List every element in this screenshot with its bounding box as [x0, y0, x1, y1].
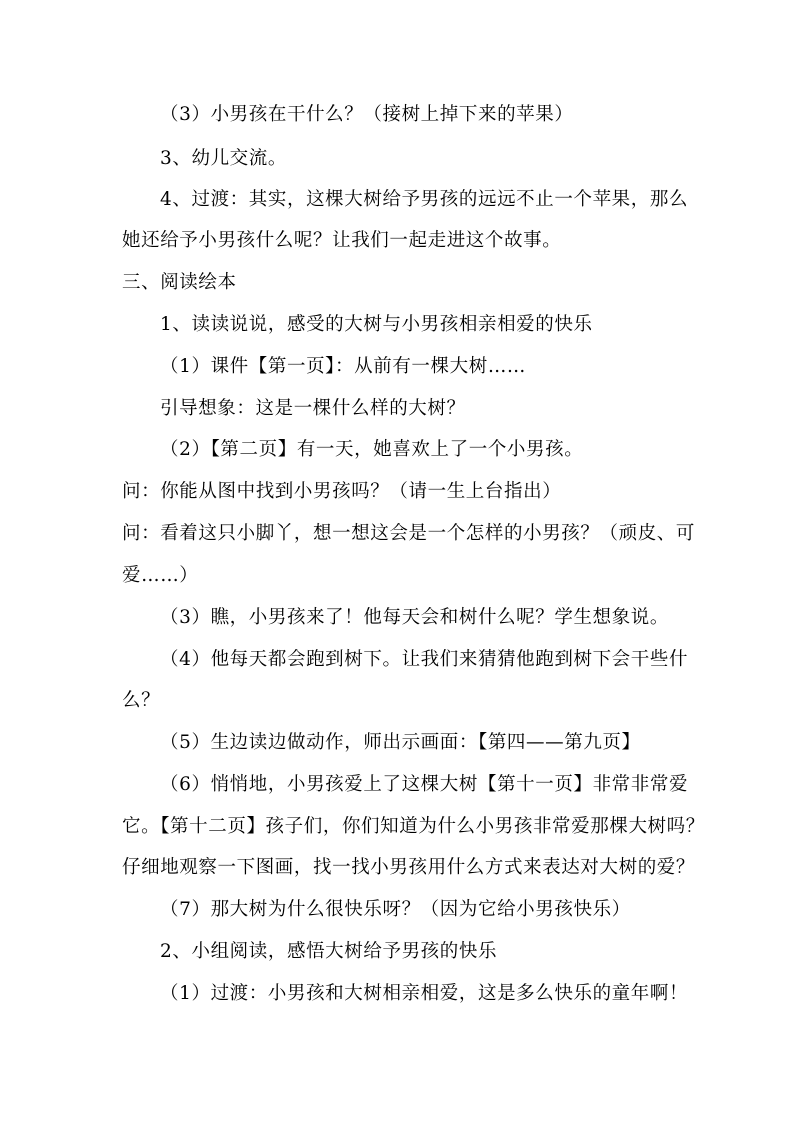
paragraph-line: （2）【第二页】有一天，她喜欢上了一个小男孩。 — [160, 439, 584, 460]
paragraph-line: 问：看着这只小脚丫，想一想这会是一个怎样的小男孩？（顽皮、可 — [122, 523, 696, 544]
paragraph-line: （4）他每天都会跑到树下。让我们来猜猜他跑到树下会干些什 — [160, 649, 689, 670]
paragraph-line: （1）课件【第一页】：从前有一棵大树…… — [160, 356, 527, 377]
paragraph-line: （5）生边读边做动作，师出示画面：【第四——第九页】 — [160, 732, 641, 753]
paragraph-line: 它。【第十二页】孩子们，你们知道为什么小男孩非常爱那棵大树吗？ — [122, 816, 705, 837]
paragraph-line: （6）悄悄地，小男孩爱上了这棵大树【第十一页】非常非常爱 — [160, 774, 689, 795]
paragraph-line: 仔细地观察一下图画，找一找小男孩用什么方式来表达对大树的爱？ — [122, 857, 696, 878]
paragraph-line: （3）小男孩在干什么？（接树上掉下来的苹果） — [160, 104, 574, 125]
paragraph-line: 引导想象：这是一棵什么样的大树？ — [160, 398, 466, 419]
paragraph-line: 她还给予小男孩什么呢？让我们一起走进这个故事。 — [122, 230, 562, 251]
subsection-heading: 1、读读说说，感受的大树与小男孩相亲相爱的快乐 — [160, 314, 593, 335]
section-heading: 三、阅读绘本 — [122, 272, 237, 293]
paragraph-line: （3）瞧，小男孩来了！他每天会和树什么呢？学生想象说。 — [160, 607, 669, 628]
paragraph-line: 么？ — [122, 690, 161, 711]
subsection-heading: 2、小组阅读，感悟大树给予男孩的快乐 — [160, 941, 498, 962]
paragraph-line: 问：你能从图中找到小男孩吗？（请一生上台指出） — [122, 481, 562, 502]
paragraph-line: 爱……） — [122, 565, 199, 586]
paragraph-line: 4、过渡：其实，这棵大树给予男孩的远远不止一个苹果，那么 — [160, 189, 689, 210]
paragraph-line: 3、幼儿交流。 — [160, 148, 287, 169]
paragraph-line: （7）那大树为什么很快乐呀？（因为它给小男孩快乐） — [160, 899, 631, 920]
paragraph-line: （1）过渡：小男孩和大树相亲相爱，这是多么快乐的童年啊！ — [160, 983, 689, 1004]
